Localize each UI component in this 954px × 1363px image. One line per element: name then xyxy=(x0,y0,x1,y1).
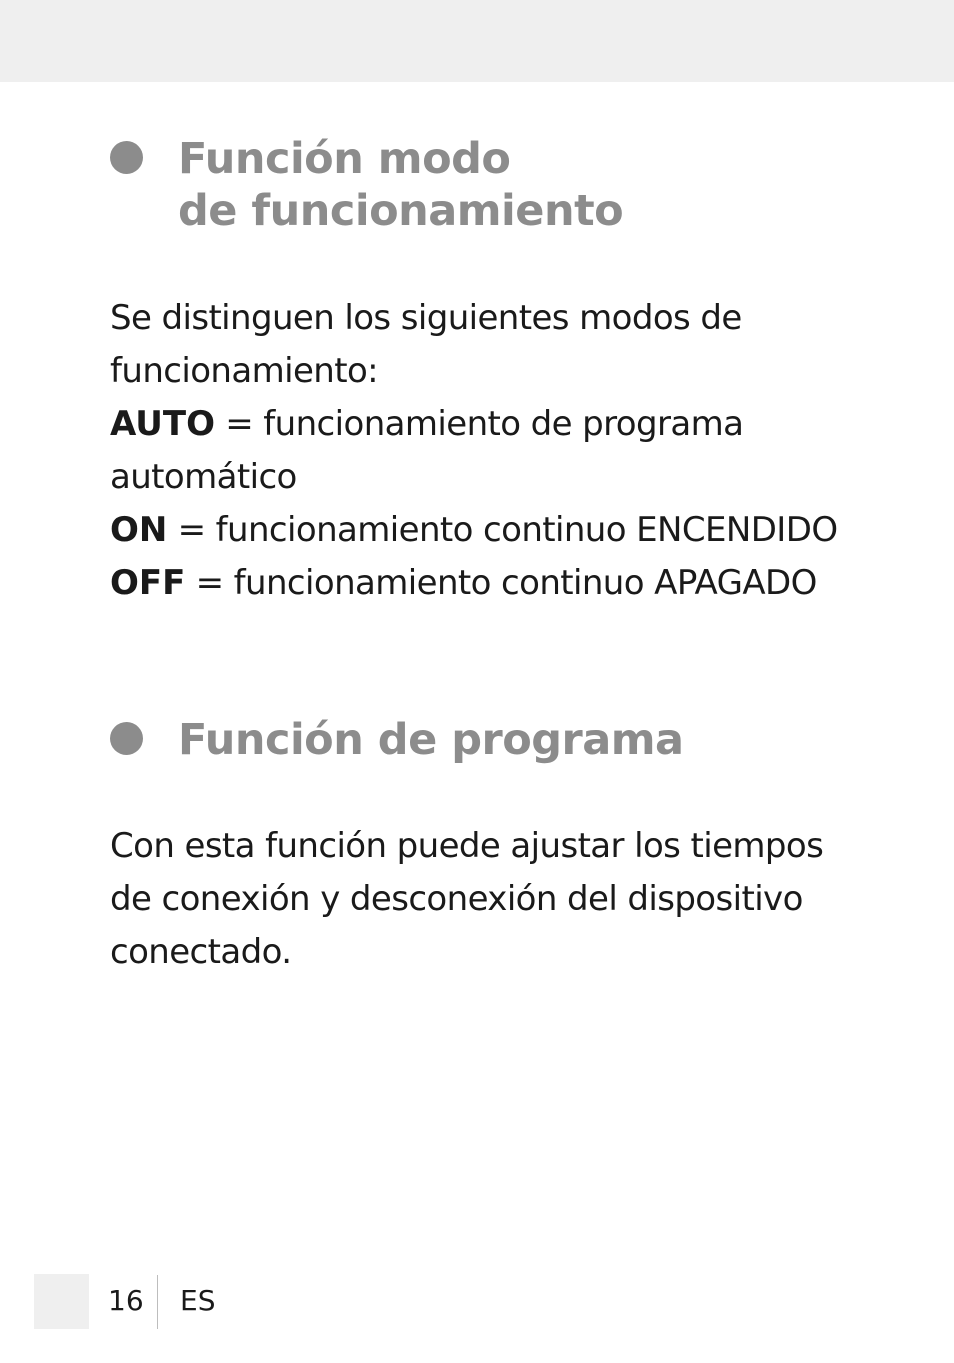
footer-divider xyxy=(157,1275,158,1329)
mode-key: ON xyxy=(110,510,168,550)
intro-paragraph: Se distinguen los siguientes modos de funcionamiento: xyxy=(110,298,742,391)
mode-key: OFF xyxy=(110,563,186,603)
header-band xyxy=(0,0,954,82)
bullet-icon xyxy=(110,722,143,755)
mode-on xyxy=(110,504,870,557)
footer-marker xyxy=(34,1274,89,1329)
section-title xyxy=(178,133,623,237)
section-heading-program-function xyxy=(110,714,684,766)
mode-description: = funcionamiento continuo ENCENDIDO xyxy=(167,510,838,550)
operating-mode-description xyxy=(110,292,870,610)
section-title-line-2: de funcionamiento xyxy=(178,186,624,236)
bullet-icon xyxy=(110,141,143,174)
section-heading-operating-mode xyxy=(110,133,623,237)
section-title-line-1: Función modo xyxy=(178,134,511,184)
page-number: 16 xyxy=(108,1284,144,1317)
mode-description: = funcionamiento de programa automático xyxy=(110,404,744,497)
mode-auto xyxy=(110,398,870,504)
section-title: Función de programa xyxy=(178,715,684,765)
program-paragraph: Con esta función puede ajustar los tiempos de conexión y desconexión del dispositivo conectado. xyxy=(110,826,824,972)
mode-description: = funcionamiento continuo APAGADO xyxy=(185,563,817,603)
program-function-description xyxy=(110,820,870,979)
mode-off xyxy=(110,557,870,610)
language-code: ES xyxy=(180,1284,216,1317)
mode-key: AUTO xyxy=(110,404,215,444)
